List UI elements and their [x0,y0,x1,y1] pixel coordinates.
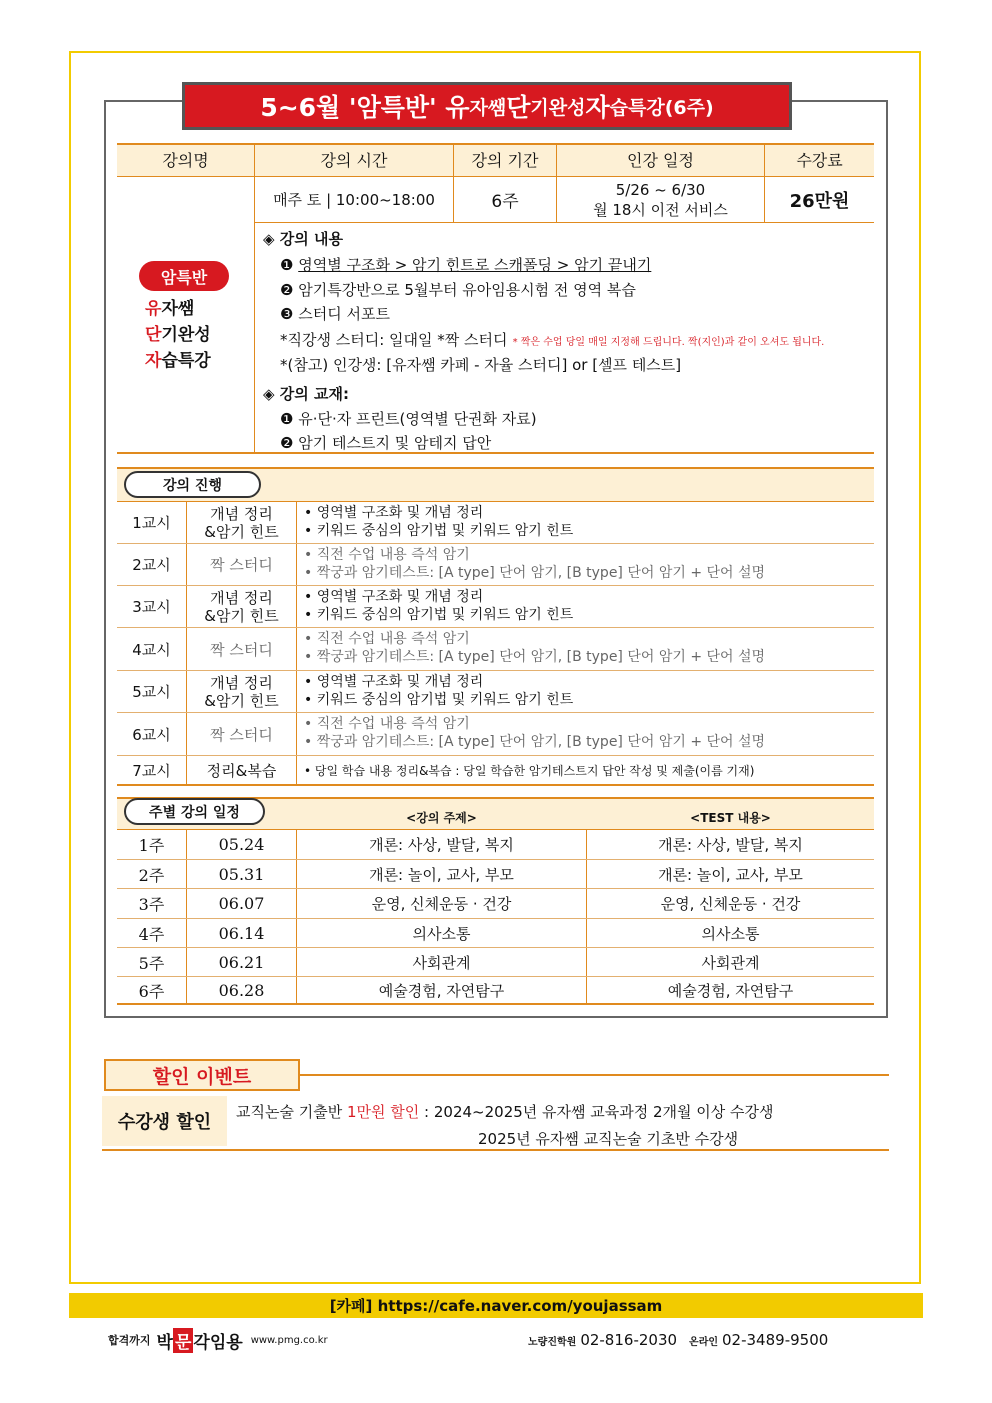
header-fee: 수강료 [796,151,843,170]
cafe-link[interactable]: [카페] https://cafe.naver.com/youjassam [329,1297,663,1315]
week-number: 5주 [138,953,165,973]
header-course-period: 강의 기간 [471,151,539,170]
progress-topic: 정리&복습 [206,761,277,780]
progress-detail: • 영역별 구조화 및 개념 정리 • 키워드 중심의 암기법 및 키워드 암기 힌트 [304,674,574,708]
progress-label: 강의 진행 [124,471,261,498]
discount-target-label: 수강생 할인 [102,1096,227,1146]
week-test: 개론: 사상, 발달, 복지 [658,836,803,854]
content-note-1: *직강생 스터디: 일대일 *짝 스터디 * 짝은 수업 당일 매일 지정해 드립니다. 짝(지인)과 같이 오셔도 됩니다. [280,331,825,349]
progress-topic: 개념 정리 &암기 힌트 [204,588,279,625]
header-course-name: 강의명 [162,151,209,170]
week-test: 예술경험, 자연탐구 [667,982,794,1000]
course-name-line-1: 유자쌤 [145,299,195,319]
progress-topic: 짝 스터디 [210,556,273,574]
discount-label: 할인 이벤트 [104,1059,300,1091]
week-number: 1주 [138,836,165,855]
progress-topic: 짝 스터디 [210,640,273,659]
progress-period: 5교시 [132,683,171,701]
week-date: 06.21 [218,952,265,972]
week-topic: 개론: 사상, 발달, 복지 [369,836,514,854]
progress-detail: • 영역별 구조화 및 개념 정리 • 키워드 중심의 암기법 및 키워드 암기 힌트 [304,505,574,539]
progress-period: 6교시 [132,725,171,744]
page-title: 5~6월 '암특반' 유 자쌤 단 기완성 자 습특강(6주) [182,82,792,130]
content-item-3: ❸ 스터디 서포트 [280,305,390,323]
progress-topic: 짝 스터디 [210,725,273,744]
course-period: 6주 [491,192,519,212]
progress-topic: 개념 정리 &암기 힌트 [204,673,279,710]
progress-period: 3교시 [132,598,171,616]
progress-detail: • 직전 수업 내용 즉석 암기 • 짝궁과 암기테스트: [A type] 단어 암기, [B type] 단어 암기 + 단어 설명 [304,716,766,750]
online-schedule [557,177,764,222]
discount-line-2: 2025년 유자쌤 교직논술 기초반 수강생 [478,1130,739,1148]
progress-detail: • 영역별 구조화 및 개념 정리 • 키워드 중심의 암기법 및 키워드 암기 힌트 [304,589,574,623]
material-item-1: ❶ 유·단·자 프린트(영역별 단권화 자료) [280,410,537,428]
course-badge: 암특반 [139,261,229,291]
course-name-line-3: 자습특강 [145,351,211,371]
online-phone: 02-3489-9500 [722,1331,829,1349]
weekly-col-topic: <강의 주제> [406,810,477,825]
cafe-link-bar[interactable] [69,1293,923,1318]
progress-period: 7교시 [132,761,171,780]
week-date: 05.31 [218,864,265,884]
brand-logo: 합격까지 박 문 각 임용 www.pmg.co.kr [108,1326,328,1354]
week-test: 운영, 신체운동 · 건강 [660,895,801,913]
online-schedule-dates: 5/26 ~ 6/30 [615,180,706,199]
week-number: 2주 [138,865,165,885]
week-date: 06.14 [218,923,265,943]
content-item-2: ❷ 암기특강반으로 5월부터 유아임용시험 전 영역 복습 [280,281,636,299]
online-schedule-note: 월 18시 이전 서비스 [593,200,728,219]
weekly-col-test: <TEST 내용> [690,810,771,825]
progress-period: 2교시 [132,556,171,574]
discount-amount: 1만원 할인 [346,1103,420,1121]
materials-heading: ◈ 강의 교재: [263,385,349,403]
week-test: 의사소통 [701,924,760,943]
website-link[interactable]: www.pmg.co.kr [250,1334,328,1346]
campus-phone: 02-816-2030 [580,1331,678,1349]
week-test: 개론: 놀이, 교사, 부모 [658,865,803,884]
progress-topic: 개념 정리 &암기 힌트 [204,504,279,541]
header-course-time: 강의 시간 [320,151,388,170]
course-name [145,296,250,374]
discount-line-1: 교직논술 기출반 1만원 할인 : 2024~2025년 유자쌤 교육과정 2개월 이상 수강생 [236,1103,774,1121]
progress-detail: • 직전 수업 내용 즉석 암기 • 짝궁과 암기테스트: [A type] 단어 암기, [B type] 단어 암기 + 단어 설명 [304,631,766,665]
week-date: 05.24 [218,835,265,854]
pair-study-note: * 짝은 수업 당일 매일 지정해 드립니다. 짝(지인)과 같이 오셔도 됩니다. [512,337,825,348]
content-note-2: *(참고) 인강생: [유자쌤 카페 - 자율 스터디] or [셀프 테스트] [280,356,682,374]
week-date: 06.07 [218,894,265,913]
week-topic: 개론: 놀이, 교사, 부모 [369,865,514,884]
week-topic: 운영, 신체운동 · 건강 [371,895,512,913]
week-number: 6주 [138,982,165,1001]
course-fee: 26만원 [789,190,850,212]
week-date: 06.28 [218,981,265,1000]
weekly-label: 주별 강의 일정 [124,798,265,825]
content-heading: ◈ 강의 내용 [263,230,343,248]
content-item-1: ❶ 영역별 구조화 > 암기 힌트로 스캐폴딩 > 암기 끝내기 [280,256,652,274]
progress-detail: • 당일 학습 내용 정리&복습 : 당일 학습한 암기테스트지 답안 작성 및 제출(이름 기재) [304,763,755,778]
progress-detail: • 직전 수업 내용 즉석 암기 • 짝궁과 암기테스트: [A type] 단어 암기, [B type] 단어 암기 + 단어 설명 [304,547,766,581]
week-topic: 예술경험, 자연탐구 [378,982,505,1000]
progress-period: 1교시 [132,514,171,532]
progress-period: 4교시 [132,640,171,659]
material-item-2: ❷ 암기 테스트지 및 암테지 답안 [280,434,492,452]
header-online-schedule: 인강 일정 [627,151,694,170]
contact-info: 노량진학원 02-816-2030 온라인 02-3489-9500 [528,1331,829,1349]
week-topic: 사회관계 [412,953,471,972]
week-number: 3주 [138,895,165,914]
week-topic: 의사소통 [412,924,471,943]
course-time: 매주 토 | 10:00~18:00 [273,191,435,209]
week-test: 사회관계 [701,953,760,972]
course-name-line-2: 단기완성 [145,325,211,345]
week-number: 4주 [138,924,165,944]
